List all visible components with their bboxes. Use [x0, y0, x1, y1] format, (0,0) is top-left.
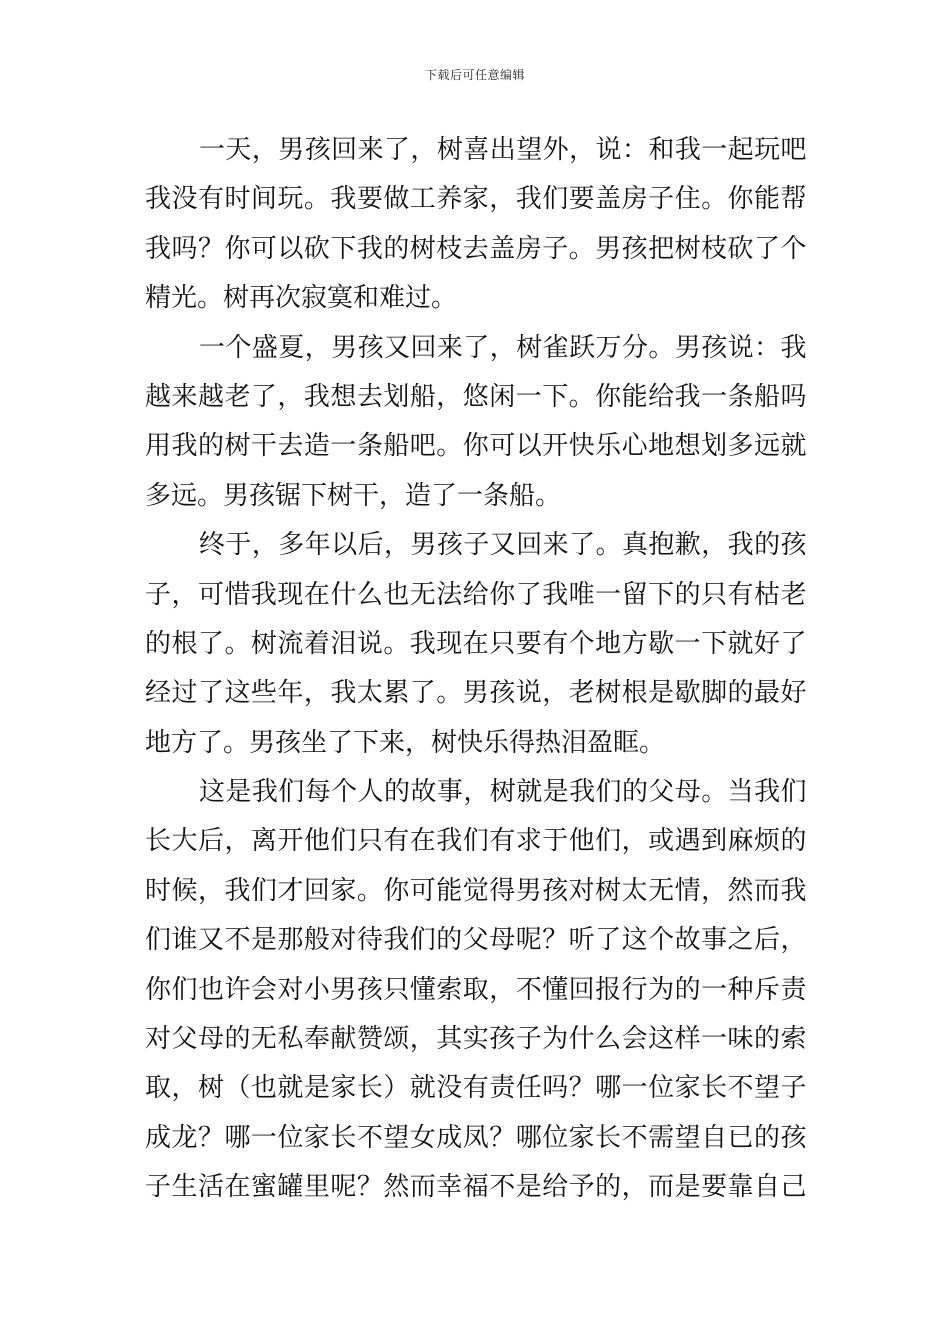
text-line: 精光。树再次寂寞和难过。 [145, 283, 458, 314]
text-line: 子，可惜我现在什么也无法给你了我唯一留下的只有枯老 [145, 579, 807, 610]
text-line: 成龙？哪一位家长不望女成凤？哪位家长不需望自已的孩 [145, 1122, 807, 1153]
text-line: 经过了这些年，我太累了。男孩说，老树根是歇脚的最好 [145, 678, 807, 709]
text-line: 我没有时间玩。我要做工养家，我们要盖房子住。你能帮 [145, 184, 807, 215]
body-text [145, 126, 807, 1213]
text-line: 的根了。树流着泪说。我现在只要有个地方歇一下就好了 [145, 628, 807, 659]
text-line: 这是我们每个人的故事，树就是我们的父母。当我们 [199, 777, 807, 808]
text-line: 子生活在蜜罐里呢？然而幸福不是给予的，而是要靠自己 [145, 1172, 807, 1203]
text-line: 们谁又不是那般对待我们的父母呢？听了这个故事之后， [145, 925, 807, 956]
text-line: 你们也许会对小男孩只懂索取，不懂回报行为的一种斥责 [145, 974, 807, 1005]
text-line: 用我的树干去造一条船吧。你可以开快乐心地想划多远就 [145, 431, 807, 462]
text-line: 终于，多年以后，男孩子又回来了。真抱歉，我的孩 [199, 530, 807, 561]
text-line: 一个盛夏，男孩又回来了，树雀跃万分。男孩说：我 [199, 332, 807, 363]
text-line: 地方了。男孩坐了下来，树快乐得热泪盈眶。 [145, 727, 666, 758]
text-line: 越来越老了，我想去划船，悠闲一下。你能给我一条船吗 [145, 381, 807, 412]
text-line: 对父母的无私奉献赞颂，其实孩子为什么会这样一味的索 [145, 1024, 807, 1055]
text-line: 多远。男孩锯下树干，造了一条船。 [145, 480, 562, 511]
page-header: 下载后可任意编辑 [424, 68, 525, 82]
text-line: 时候，我们才回家。你可能觉得男孩对树太无情，然而我 [145, 875, 807, 906]
text-line: 我吗？你可以砍下我的树枝去盖房子。男孩把树枝砍了个 [145, 233, 807, 264]
text-line: 取，树（也就是家长）就没有责任吗？哪一位家长不望子 [145, 1073, 807, 1104]
text-line: 长大后，离开他们只有在我们有求于他们，或遇到麻烦的 [145, 826, 807, 857]
text-line: 一天，男孩回来了，树喜出望外，说：和我一起玩吧 [199, 135, 807, 165]
